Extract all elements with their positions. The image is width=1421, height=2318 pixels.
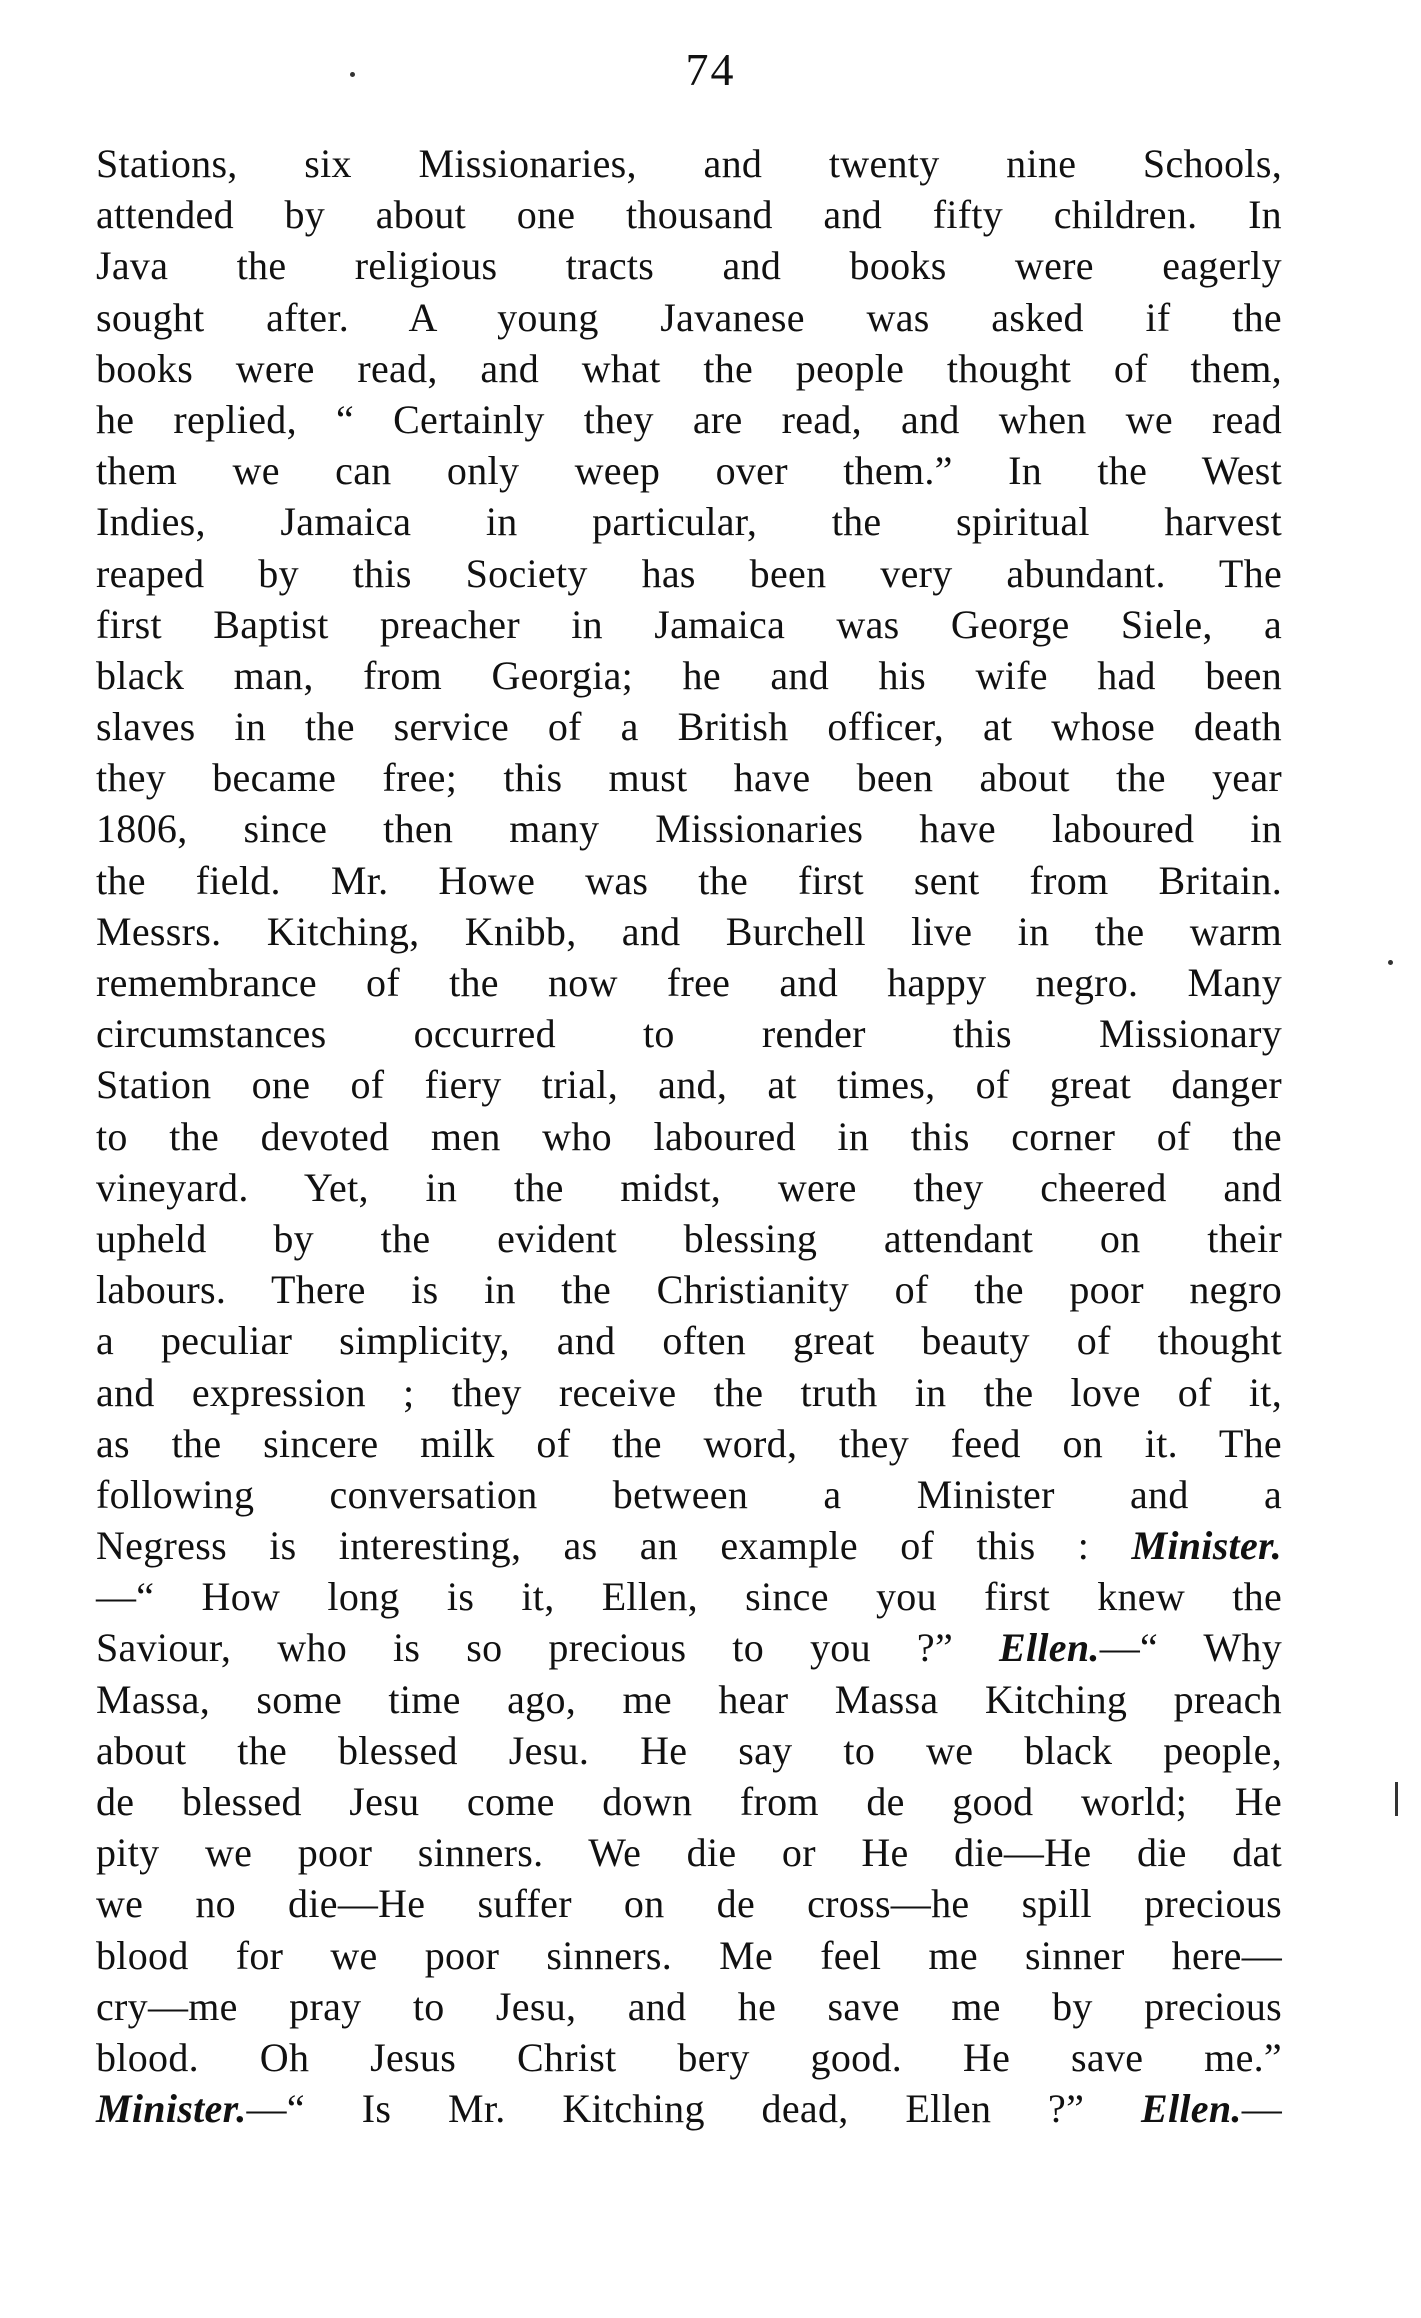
text-line: Station one of fiery trial, and, at times, of great danger	[96, 1062, 1282, 1108]
text-line: they became free; this must have been about the year	[96, 755, 1282, 801]
text-line: Stations, six Missionaries, and twenty nine Schools,	[96, 141, 1282, 186]
speaker-label: Minister.	[1131, 1523, 1282, 1569]
text-line: Java the religious tracts and books were eagerly	[96, 243, 1282, 289]
text-run: —	[1241, 2086, 1282, 2132]
text-line: a peculiar simplicity, and often great beauty of thought	[96, 1318, 1282, 1364]
text-line: sought after. A young Javanese was asked if the	[96, 294, 1282, 340]
text-line	[96, 2083, 1282, 2134]
text-line: we no die—He suffer on de cross—he spill precious	[96, 1881, 1282, 1927]
speaker-label: Ellen.	[999, 1625, 1100, 1671]
text-line	[96, 1622, 1282, 1673]
text-line: reaped by this Society has been very abundant. The	[96, 550, 1282, 596]
speaker-label: Ellen.	[1140, 2086, 1242, 2132]
text-line: Indies, Jamaica in particular, the spiritual harvest	[96, 499, 1282, 545]
text-line: attended by about one thousand and fifty children. In	[96, 192, 1282, 238]
text-line: circumstances occurred to render this Missionary	[96, 1011, 1282, 1057]
text-run: Negress is interesting, as an example of this :	[96, 1523, 1132, 1569]
text-line: them we can only weep over them.” In the West	[96, 448, 1282, 494]
scan-margin-mark	[1395, 1782, 1398, 1816]
speaker-label: Minister.	[96, 2086, 247, 2132]
body-text	[96, 138, 1282, 2134]
text-line: black man, from Georgia; he and his wife had been	[96, 652, 1282, 698]
text-line: 1806, since then many Missionaries have laboured in	[96, 806, 1282, 852]
text-line: to the devoted men who laboured in this corner of the	[96, 1113, 1282, 1159]
text-line: blood for we poor sinners. Me feel me sinner here—	[96, 1932, 1282, 1978]
text-line: Messrs. Kitching, Knibb, and Burchell live in the warm	[96, 908, 1282, 954]
text-line: de blessed Jesu come down from de good world; He	[96, 1779, 1282, 1824]
text-line: cry—me pray to Jesu, and he save me by precious	[96, 1983, 1282, 2029]
text-line: books were read, and what the people thought of them,	[96, 345, 1282, 391]
text-line: slaves in the service of a British officer, at whose death	[96, 704, 1282, 750]
page-number: 74	[685, 44, 736, 95]
text-line: blood. Oh Jesus Christ bery good. He save me.”	[96, 2034, 1282, 2080]
text-line: labours. There is in the Christianity of the poor negro	[96, 1267, 1282, 1313]
text-run: Saviour, who is so precious to you ?”	[96, 1625, 999, 1671]
text-line: pity we poor sinners. We die or He die—He die dat	[96, 1830, 1282, 1876]
text-line: —“ How long is it, Ellen, since you first knew the	[96, 1574, 1282, 1620]
text-line: remembrance of the now free and happy negro. Many	[96, 960, 1282, 1005]
text-line: and expression ; they receive the truth in the love of it,	[96, 1369, 1282, 1415]
text-line: about the blessed Jesu. He say to we black people,	[96, 1727, 1282, 1773]
text-line: Massa, some time ago, me hear Massa Kitching preach	[96, 1676, 1282, 1722]
text-line: vineyard. Yet, in the midst, were they cheered and	[96, 1164, 1282, 1210]
scan-speck	[350, 72, 355, 77]
text-line: following conversation between a Minister and a	[96, 1471, 1282, 1517]
text-run: —“ Is Mr. Kitching dead, Ellen ?”	[246, 2086, 1141, 2132]
text-line	[96, 1520, 1282, 1571]
text-line: he replied, “ Certainly they are read, and when we read	[96, 396, 1282, 442]
text-line: upheld by the evident blessing attendant on their	[96, 1215, 1282, 1261]
text-line: first Baptist preacher in Jamaica was George Siele, a	[96, 601, 1282, 647]
scan-speck	[1388, 960, 1393, 965]
text-line: the field. Mr. Howe was the first sent from Britain.	[96, 857, 1282, 903]
text-run: —“ Why	[1099, 1625, 1282, 1671]
text-line: as the sincere milk of the word, they feed on it. The	[96, 1420, 1282, 1466]
